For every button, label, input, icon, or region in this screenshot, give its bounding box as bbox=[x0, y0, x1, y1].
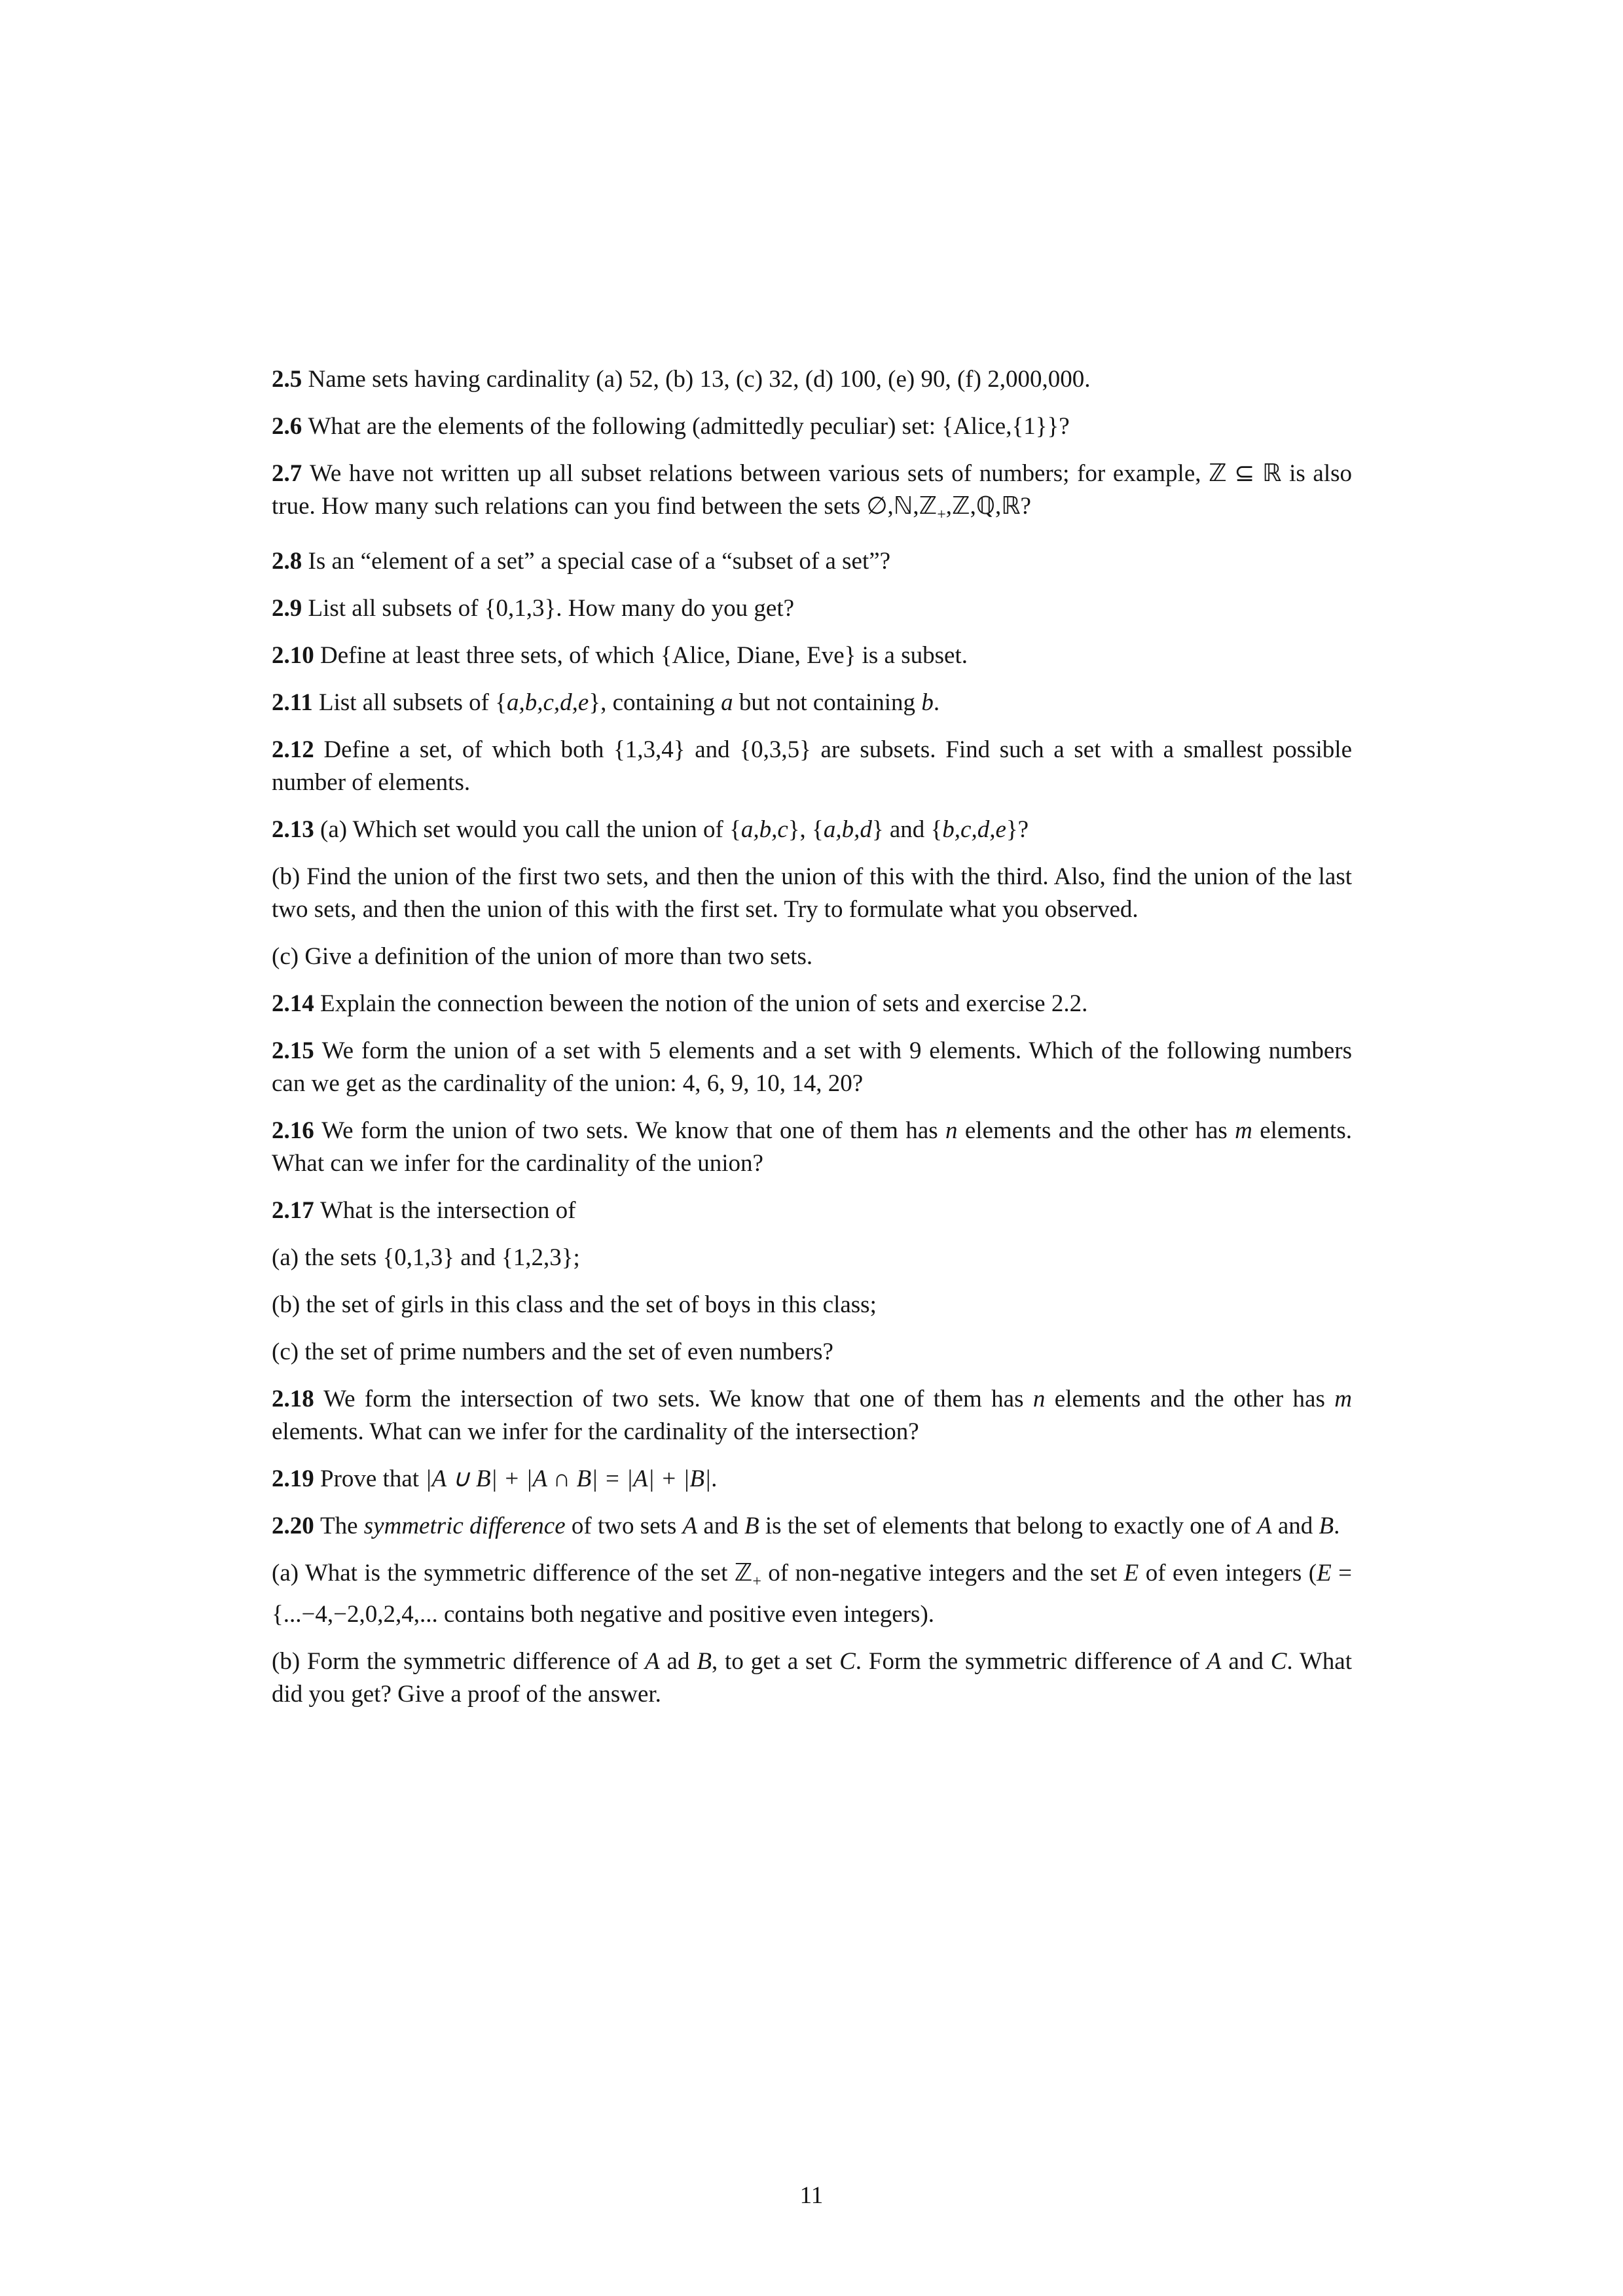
text-run: of two sets bbox=[565, 1513, 683, 1540]
text-run: and bbox=[1271, 1513, 1319, 1540]
exercise-2-20 bbox=[272, 1510, 1352, 1543]
text-run: What are the elements of the following (admittedly peculiar) set: {Alice,{1}}? bbox=[308, 413, 1070, 440]
exercise-part bbox=[272, 1242, 1352, 1274]
text-run: m bbox=[1334, 1386, 1352, 1413]
text-run: a,b,c,d,e bbox=[507, 689, 589, 717]
exercise-2-19 bbox=[272, 1463, 1352, 1496]
text-run: Is an “element of a set” a special case of a “subset of a set”? bbox=[308, 548, 891, 575]
exercise-number: 2.9 bbox=[272, 595, 308, 622]
exercise-number: 2.12 bbox=[272, 736, 324, 764]
text-run: ℤ bbox=[734, 1560, 753, 1587]
text-run: elements and the other has bbox=[957, 1117, 1235, 1145]
text-run: (b) Form the symmetric difference of bbox=[272, 1647, 646, 1675]
text-run: b bbox=[921, 689, 934, 717]
text-run: is also true. How many such relations can you find between the sets bbox=[272, 460, 1353, 520]
text-run: but not containing bbox=[733, 689, 922, 717]
exercise-part bbox=[272, 1645, 1352, 1711]
exercise-2-12 bbox=[272, 734, 1352, 799]
text-run: |A ∪ B| + |A ∩ B| = |A| + |B| bbox=[425, 1465, 712, 1493]
exercise-2-10 bbox=[272, 639, 1352, 672]
text-run: E bbox=[1317, 1560, 1332, 1587]
text-run: Define at least three sets, of which {Alice, Diane, Eve} is a subset. bbox=[320, 642, 968, 670]
text-run: ,ℤ,ℚ,ℝ? bbox=[945, 493, 1031, 520]
text-run: symmetric difference bbox=[363, 1513, 566, 1540]
exercise-2-16 bbox=[272, 1115, 1352, 1180]
text-run: B bbox=[1319, 1513, 1334, 1540]
exercise-2-5 bbox=[272, 363, 1352, 396]
text-run: . Form the symmetric difference of bbox=[855, 1647, 1207, 1675]
text-run: and bbox=[1221, 1647, 1271, 1675]
text-run: ℤ ⊆ ℝ bbox=[1209, 460, 1282, 487]
exercise-number: 2.13 bbox=[272, 816, 320, 844]
exercise-2-13 bbox=[272, 814, 1352, 846]
exercise-number: 2.16 bbox=[272, 1117, 322, 1145]
text-run: (b) Find the union of the first two sets, and then the union of this with the third. Also, find the union of the last two sets, and then the union of this with the first set. Try to formulate what you observed. bbox=[272, 863, 1352, 924]
exercise-2-17 bbox=[272, 1194, 1352, 1227]
text-run: . bbox=[933, 689, 940, 717]
text-run: C bbox=[1270, 1647, 1287, 1675]
text-run: of non-negative integers and the set bbox=[761, 1560, 1124, 1587]
exercise-number: 2.11 bbox=[272, 689, 319, 717]
text-run: We form the union of a set with 5 elements and a set with 9 elements. Which of the following numbers can we get as the cardinality of the union: 4, 6, 9, 10, 14, 20? bbox=[272, 1037, 1353, 1098]
exercise-number: 2.8 bbox=[272, 548, 308, 575]
text-run: (a) Which set would you call the union of { bbox=[320, 816, 741, 844]
exercise-number: 2.14 bbox=[272, 990, 320, 1018]
text-run: (b) the set of girls in this class and the set of boys in this class; bbox=[272, 1291, 877, 1319]
exercise-number: 2.15 bbox=[272, 1037, 322, 1065]
exercise-number: 2.6 bbox=[272, 413, 308, 440]
text-run: a bbox=[721, 689, 733, 717]
text-run: Name sets having cardinality (a) 52, (b) 13, (c) 32, (d) 100, (e) 90, (f) 2,000,000. bbox=[308, 366, 1091, 393]
exercise-part bbox=[272, 1336, 1352, 1369]
text-run: ∅,ℕ,ℤ bbox=[866, 493, 938, 520]
text-run: a,b,d bbox=[823, 816, 872, 844]
text-run: elements and the other has bbox=[1045, 1386, 1335, 1413]
text-run: Define a set, of which both {1,3,4} and {0,3,5} are subsets. Find such a set with a smallest possible number of elements. bbox=[272, 736, 1352, 797]
text-run: (c) Give a definition of the union of more than two sets. bbox=[272, 943, 813, 971]
text-run: We have not written up all subset relations between various sets of numbers; for example, bbox=[309, 460, 1209, 487]
exercise-2-11 bbox=[272, 687, 1352, 719]
text-run: }? bbox=[1006, 816, 1029, 844]
exercise-number: 2.17 bbox=[272, 1197, 320, 1225]
text-run: A bbox=[682, 1513, 698, 1540]
text-run: b,c,d,e bbox=[942, 816, 1006, 844]
exercise-2-15 bbox=[272, 1035, 1352, 1100]
exercise-part bbox=[272, 1289, 1352, 1321]
text-run: What is the intersection of bbox=[320, 1197, 576, 1225]
text-run: List all subsets of {0,1,3}. How many do you get? bbox=[308, 595, 795, 622]
text-run: m bbox=[1235, 1117, 1252, 1145]
text-run: elements. What can we infer for the cardinality of the union? bbox=[272, 1117, 1352, 1177]
text-run: B bbox=[744, 1513, 759, 1540]
text-run: Explain the connection beween the notion of the union of sets and exercise 2.2. bbox=[320, 990, 1088, 1018]
text-run: . bbox=[1334, 1513, 1340, 1540]
text-run: The bbox=[320, 1513, 364, 1540]
text-run: C bbox=[839, 1647, 856, 1675]
text-run: (a) What is the symmetric difference of the set bbox=[272, 1560, 735, 1587]
text-run: E bbox=[1123, 1560, 1139, 1587]
exercise-2-6 bbox=[272, 410, 1352, 443]
exercise-number: 2.18 bbox=[272, 1386, 324, 1413]
exercise-number: 2.7 bbox=[272, 460, 310, 487]
text-run: = {...−4,−2,0,2,4,... contains both negative and positive even integers). bbox=[272, 1560, 1352, 1628]
text-run: . bbox=[711, 1465, 718, 1493]
exercise-number: 2.5 bbox=[272, 366, 308, 393]
exercise-number: 2.10 bbox=[272, 642, 320, 670]
text-run: ad bbox=[659, 1647, 697, 1675]
exercise-list bbox=[272, 363, 1352, 1711]
text-run: }, { bbox=[788, 816, 824, 844]
text-run: } and { bbox=[871, 816, 943, 844]
text-run: is the set of elements that belong to exactly one of bbox=[759, 1513, 1257, 1540]
text-run: }, containing bbox=[589, 689, 721, 717]
text-run: (c) the set of prime numbers and the set of even numbers? bbox=[272, 1338, 833, 1366]
text-run: B bbox=[697, 1647, 712, 1675]
text-run: We form the intersection of two sets. We know that one of them has bbox=[323, 1386, 1033, 1413]
exercise-part bbox=[272, 861, 1352, 926]
text-run: . What did you get? Give a proof of the answer. bbox=[272, 1647, 1352, 1708]
text-run: + bbox=[752, 1573, 761, 1590]
text-run: + bbox=[937, 506, 946, 524]
exercise-part bbox=[272, 941, 1352, 973]
text-run: n bbox=[1032, 1386, 1046, 1413]
text-run: , to get a set bbox=[711, 1647, 840, 1675]
text-run: a,b,c bbox=[740, 816, 788, 844]
exercise-2-8 bbox=[272, 545, 1352, 578]
text-run: of even integers ( bbox=[1139, 1560, 1317, 1587]
page-number: 11 bbox=[799, 2182, 824, 2209]
text-run: We form the union of two sets. We know that one of them has bbox=[321, 1117, 945, 1145]
text-run: n bbox=[945, 1117, 958, 1145]
text-run: Prove that bbox=[320, 1465, 426, 1493]
text-run: A bbox=[1256, 1513, 1272, 1540]
exercise-part bbox=[272, 1557, 1352, 1630]
exercise-number: 2.19 bbox=[272, 1465, 320, 1493]
exercise-2-9 bbox=[272, 592, 1352, 625]
exercise-number: 2.20 bbox=[272, 1513, 320, 1540]
exercise-2-14 bbox=[272, 988, 1352, 1020]
text-run: elements. What can we infer for the cardinality of the intersection? bbox=[272, 1418, 919, 1446]
text-run: A bbox=[1206, 1647, 1222, 1675]
text-run: List all subsets of { bbox=[318, 689, 507, 717]
exercise-2-7 bbox=[272, 457, 1352, 531]
text-run: A bbox=[645, 1647, 660, 1675]
text-run: and bbox=[697, 1513, 745, 1540]
exercise-2-18 bbox=[272, 1383, 1352, 1448]
text-run: (a) the sets {0,1,3} and {1,2,3}; bbox=[272, 1244, 580, 1272]
